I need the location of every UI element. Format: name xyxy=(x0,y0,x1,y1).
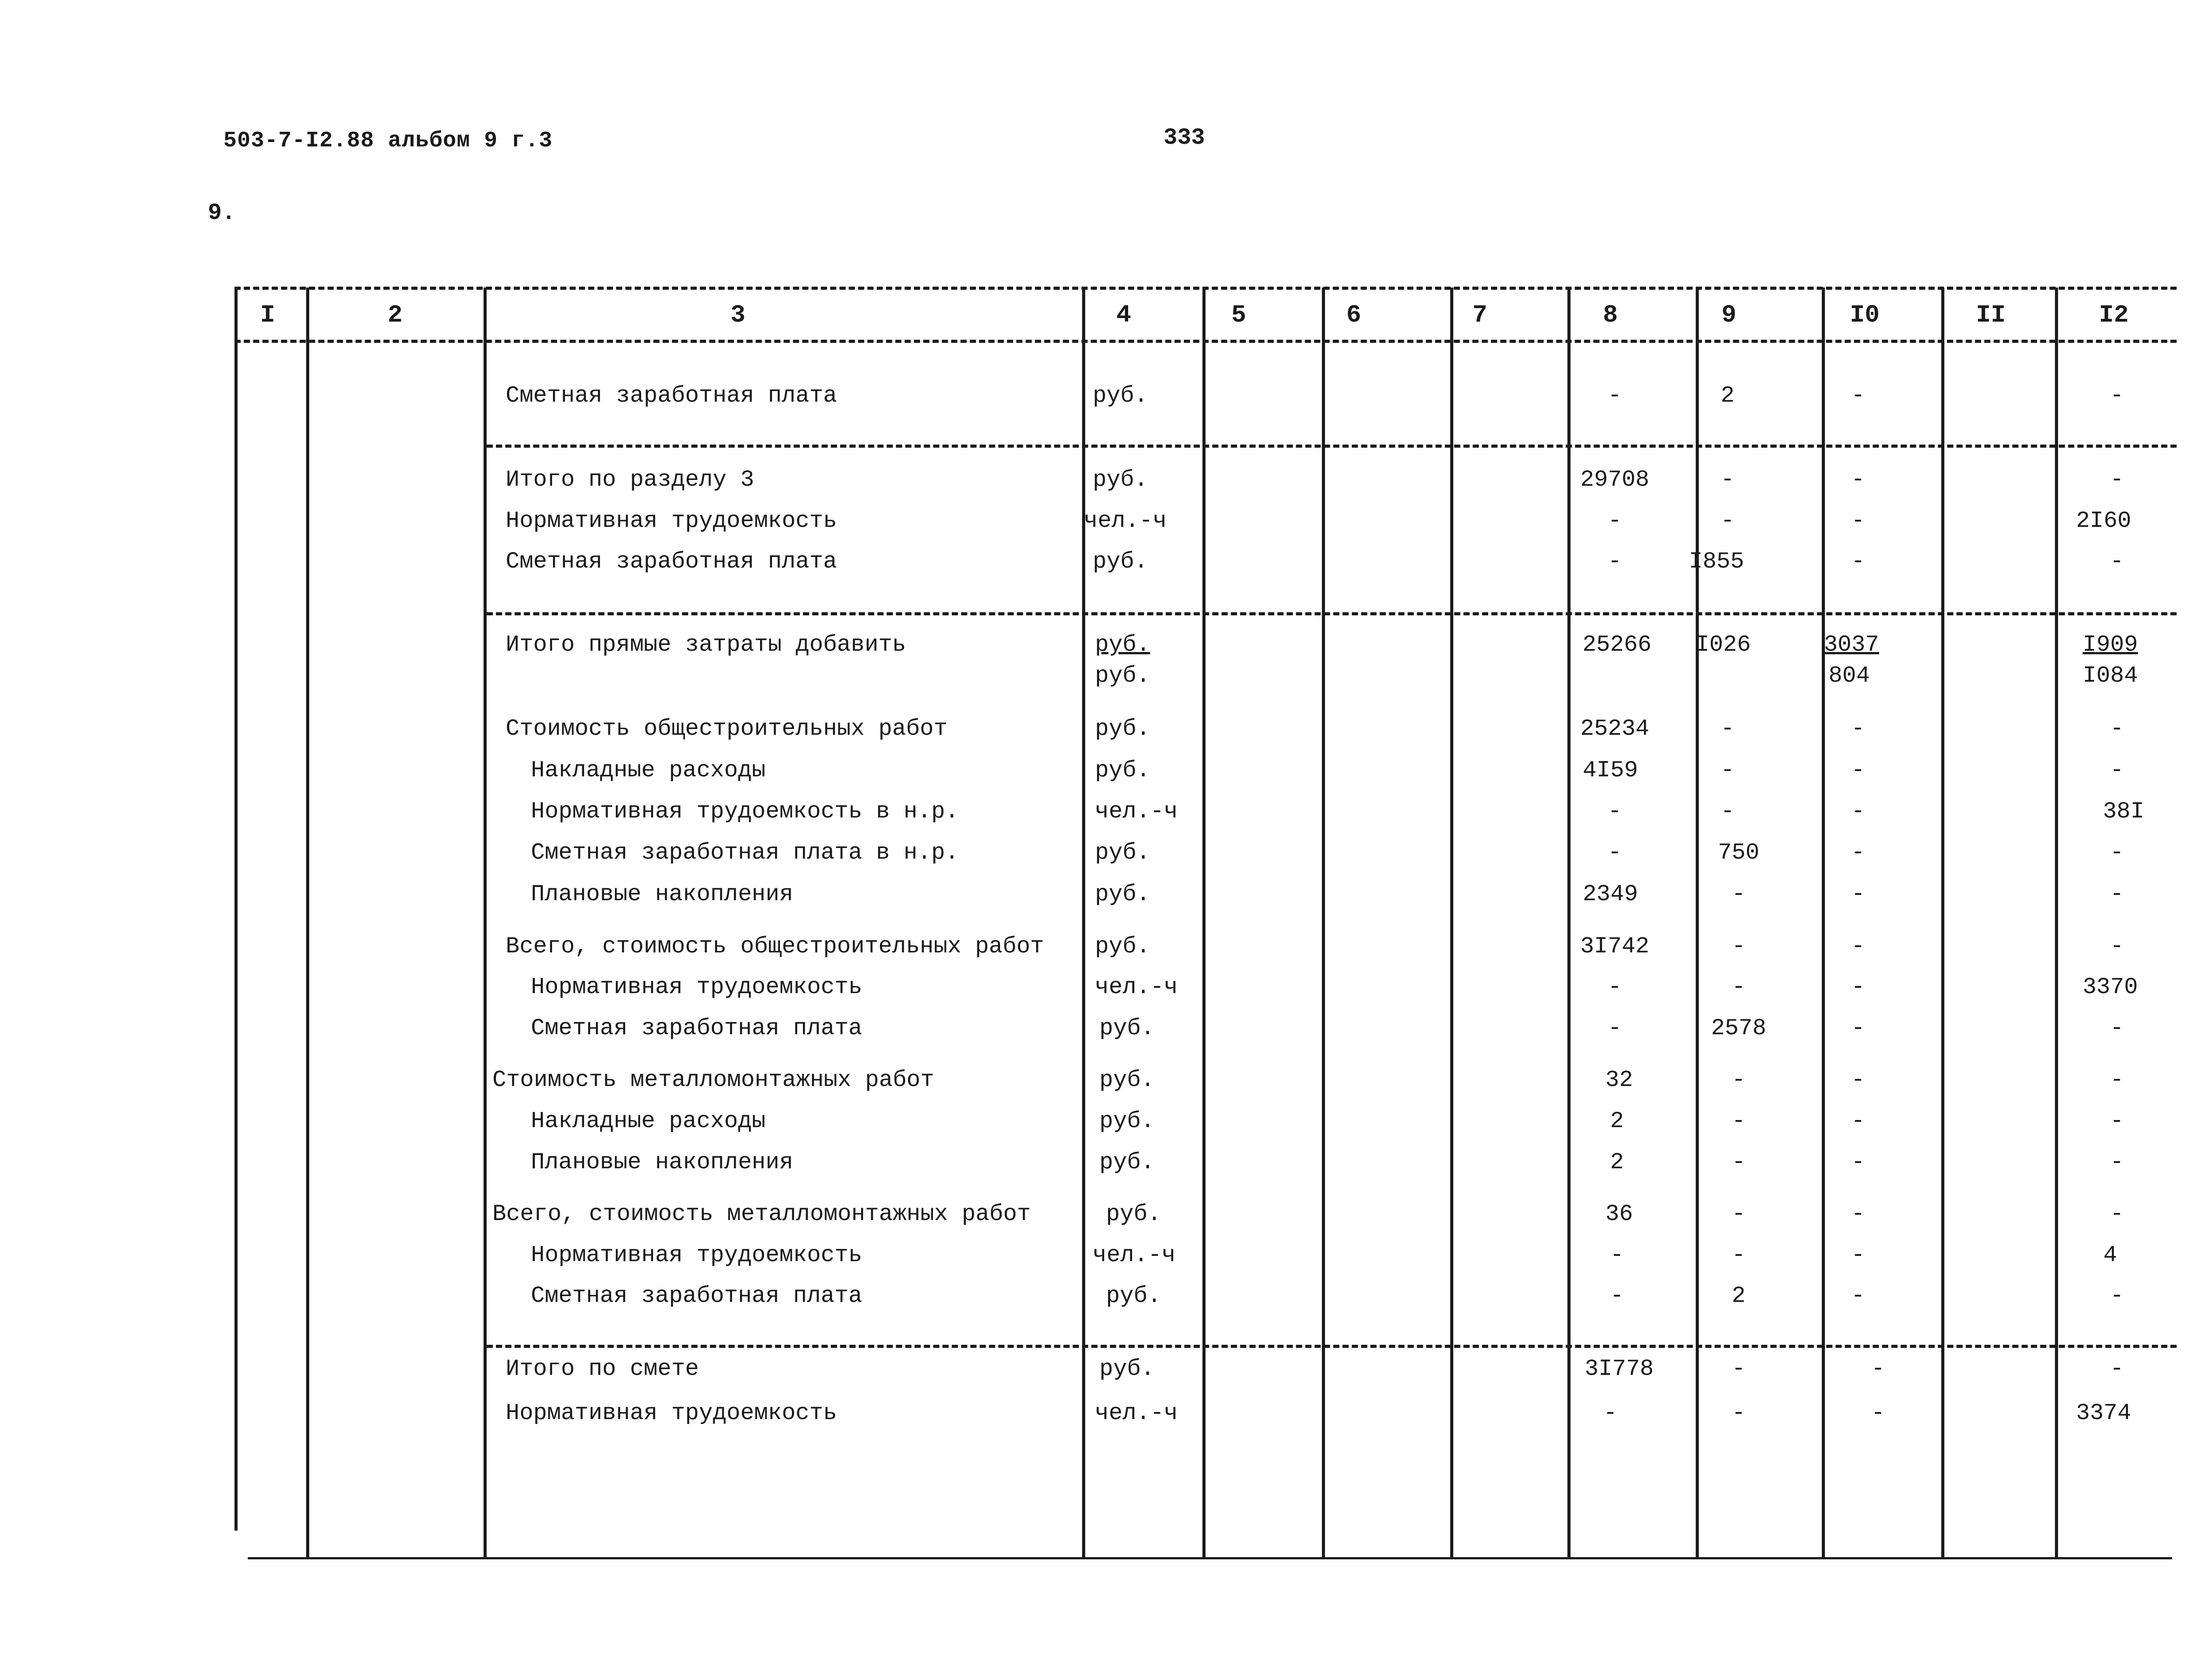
row-unit: руб. xyxy=(1095,716,1150,742)
row-unit: чел.-ч xyxy=(1084,508,1167,534)
cell-col12: 3370 xyxy=(2082,974,2138,1000)
cell-col9: - xyxy=(1732,1108,1746,1134)
cell-col9: 2 xyxy=(1732,1283,1746,1309)
cell-col8: - xyxy=(1610,1283,1624,1309)
table-row-continuation xyxy=(0,663,2212,689)
row-unit: чел.-ч xyxy=(1095,974,1178,1000)
cell-col10: - xyxy=(1851,1108,1865,1134)
table-top-border xyxy=(234,287,2177,290)
cell-col8: 25234 xyxy=(1580,716,1650,742)
table-row xyxy=(0,467,2212,493)
cell-col8: 2349 xyxy=(1582,881,1638,907)
row-label: Сметная заработная плата xyxy=(506,383,837,409)
table-row xyxy=(0,757,2212,784)
row-unit: чел.-ч xyxy=(1095,798,1178,825)
row-unit: руб. xyxy=(1095,840,1150,866)
row-unit: руб. xyxy=(1093,383,1148,409)
table-row xyxy=(0,881,2212,908)
table-row xyxy=(0,716,2212,742)
row-unit: руб. xyxy=(1093,467,1148,493)
cell-col8: 2 xyxy=(1610,1108,1624,1134)
row-unit: руб. xyxy=(1095,663,1150,689)
cell-col9: - xyxy=(1732,1067,1746,1093)
cell-col9: - xyxy=(1720,757,1735,783)
cell-col12: - xyxy=(2110,1108,2124,1134)
cell-col12: I084 xyxy=(2082,663,2138,689)
cell-col12: - xyxy=(2110,1067,2124,1093)
table-row xyxy=(0,1149,2212,1176)
cell-col10: - xyxy=(1851,467,1865,493)
cell-col8: - xyxy=(1610,1242,1624,1268)
cell-col9: - xyxy=(1732,1201,1746,1227)
cell-col10: - xyxy=(1851,840,1865,866)
row-unit: чел.-ч xyxy=(1095,1400,1178,1426)
cell-col9: - xyxy=(1732,933,1746,959)
cell-col8: - xyxy=(1608,840,1622,866)
row-unit: руб. xyxy=(1099,1108,1155,1134)
cell-col8: - xyxy=(1608,798,1622,825)
row-unit: руб. xyxy=(1093,549,1148,575)
cell-col12: - xyxy=(2110,1201,2124,1227)
row-label: Итого по смете xyxy=(506,1356,699,1382)
column-header: II xyxy=(1976,301,2006,329)
cell-col10: - xyxy=(1871,1400,1885,1426)
table-row xyxy=(0,549,2212,575)
row-unit: чел.-ч xyxy=(1093,1242,1176,1268)
cell-col10: - xyxy=(1851,1242,1865,1268)
cell-col12: 2I60 xyxy=(2076,508,2131,534)
page-number: 333 xyxy=(1164,125,1205,151)
cell-col12: - xyxy=(2110,383,2124,409)
cell-col10: 3037 xyxy=(1824,632,1879,658)
cell-col12: I909 xyxy=(2082,632,2138,658)
column-header: 5 xyxy=(1231,301,1246,329)
row-label: Нормативная трудоемкость xyxy=(531,974,862,1000)
cell-col12: 3374 xyxy=(2076,1400,2131,1426)
cell-col8: - xyxy=(1608,1015,1622,1041)
cell-col12: - xyxy=(2110,1356,2124,1382)
row-label: Накладные расходы xyxy=(531,757,766,783)
row-label: Всего, стоимость металломонтажных работ xyxy=(492,1201,1031,1227)
row-label: Итого по разделу 3 xyxy=(506,467,754,493)
row-unit: руб. xyxy=(1099,1067,1155,1093)
table-row xyxy=(0,1242,2212,1269)
table-row xyxy=(0,1201,2212,1228)
column-header: 9 xyxy=(1721,301,1736,329)
row-unit: руб. xyxy=(1106,1201,1161,1227)
table-row xyxy=(0,1400,2212,1427)
cell-col9: - xyxy=(1732,974,1746,1000)
cell-col12: - xyxy=(2110,549,2124,575)
cell-col10: - xyxy=(1851,383,1865,409)
cell-col9: - xyxy=(1732,1356,1746,1382)
table-row xyxy=(0,1356,2212,1382)
cell-col12: 4 xyxy=(2103,1242,2117,1268)
row-label: Плановые накопления xyxy=(531,881,793,907)
row-label: Плановые накопления xyxy=(531,1149,793,1175)
cell-col10: - xyxy=(1851,549,1865,575)
column-header: 3 xyxy=(730,301,745,329)
row-unit: руб. xyxy=(1095,632,1150,658)
row-unit: руб. xyxy=(1095,757,1150,783)
header-bottom-border xyxy=(234,340,2177,343)
table-row xyxy=(0,974,2212,1001)
cell-col9: 2578 xyxy=(1711,1015,1767,1041)
section-number: 9. xyxy=(208,200,236,226)
cell-col12: - xyxy=(2110,840,2124,866)
table-row xyxy=(0,1283,2212,1309)
cell-col8: 4I59 xyxy=(1582,757,1638,783)
cell-col12: - xyxy=(2110,881,2124,907)
table-row xyxy=(0,933,2212,960)
row-label: Нормативная трудоемкость xyxy=(531,1242,862,1268)
cell-col9: 2 xyxy=(1720,383,1735,409)
cell-col8: 32 xyxy=(1605,1067,1633,1093)
cell-col8: - xyxy=(1608,549,1622,575)
table-bottom-border xyxy=(248,1557,2172,1559)
table-row xyxy=(0,1015,2212,1042)
row-label: Нормативная трудоемкость xyxy=(506,508,837,534)
row-unit: руб. xyxy=(1095,881,1150,907)
cell-col10: - xyxy=(1851,1067,1865,1093)
table-row xyxy=(0,632,2212,658)
cell-col8: - xyxy=(1608,383,1622,409)
cell-col10: - xyxy=(1851,881,1865,907)
cell-col10: - xyxy=(1871,1356,1885,1382)
cell-col10: - xyxy=(1851,508,1865,534)
cell-col12: - xyxy=(2110,467,2124,493)
row-unit: руб. xyxy=(1099,1015,1155,1041)
table-row xyxy=(0,383,2212,409)
column-header: 7 xyxy=(1472,301,1487,329)
cell-col9: - xyxy=(1732,881,1746,907)
column-header: 8 xyxy=(1603,301,1618,329)
cell-col12: 38I xyxy=(2103,798,2144,825)
cell-col10: - xyxy=(1851,716,1865,742)
column-header: 6 xyxy=(1346,301,1361,329)
table-row xyxy=(0,508,2212,534)
section-divider xyxy=(487,445,2177,448)
cell-col9: - xyxy=(1732,1149,1746,1175)
row-label: Сметная заработная плата в н.р. xyxy=(531,840,959,866)
cell-col9: - xyxy=(1720,508,1735,534)
row-label: Сметная заработная плата xyxy=(531,1283,862,1309)
section-divider xyxy=(487,1345,2177,1348)
cell-col12: - xyxy=(2110,716,2124,742)
row-label: Нормативная трудоемкость в н.р. xyxy=(531,798,959,825)
cell-col8: 25266 xyxy=(1582,632,1652,658)
row-label: Стоимость металломонтажных работ xyxy=(492,1067,934,1093)
row-label: Итого прямые затраты добавить xyxy=(506,632,906,658)
document-id: 503-7-I2.88 альбом 9 г.3 xyxy=(223,128,553,154)
cell-col8: - xyxy=(1608,974,1622,1000)
cell-col8: - xyxy=(1603,1400,1617,1426)
cell-col10: - xyxy=(1851,933,1865,959)
table-row xyxy=(0,1108,2212,1135)
cell-col8: 3I742 xyxy=(1580,933,1650,959)
section-divider xyxy=(487,612,2177,615)
cell-col9: I855 xyxy=(1689,549,1744,575)
column-header: 4 xyxy=(1116,301,1131,329)
cell-col8: 3I778 xyxy=(1584,1356,1654,1382)
cell-col12: - xyxy=(2110,933,2124,959)
cell-col8: 29708 xyxy=(1580,467,1650,493)
column-header: I0 xyxy=(1850,301,1880,329)
table-row xyxy=(0,1067,2212,1094)
cell-col12: - xyxy=(2110,757,2124,783)
row-unit: руб. xyxy=(1106,1283,1161,1309)
cell-col8: - xyxy=(1608,508,1622,534)
cell-col12: - xyxy=(2110,1015,2124,1041)
cell-col10: 804 xyxy=(1828,663,1870,689)
row-unit: руб. xyxy=(1099,1149,1155,1175)
cell-col9: - xyxy=(1720,467,1735,493)
row-label: Сметная заработная плата xyxy=(531,1015,862,1041)
cell-col10: - xyxy=(1851,1201,1865,1227)
row-label: Стоимость общестроительных работ xyxy=(506,716,948,742)
cell-col9: - xyxy=(1720,798,1735,825)
column-header: I2 xyxy=(2099,301,2129,329)
cell-col8: 2 xyxy=(1610,1149,1624,1175)
cell-col9: 750 xyxy=(1718,840,1759,866)
row-label: Накладные расходы xyxy=(531,1108,766,1134)
column-header: I xyxy=(260,301,275,329)
cell-col9: - xyxy=(1732,1400,1746,1426)
row-label: Всего, стоимость общестроительных работ xyxy=(506,933,1044,959)
table-row xyxy=(0,798,2212,825)
cell-col12: - xyxy=(2110,1283,2124,1309)
cell-col10: - xyxy=(1851,1015,1865,1041)
cell-col9: - xyxy=(1732,1242,1746,1268)
row-label: Нормативная трудоемкость xyxy=(506,1400,837,1426)
cell-col12: - xyxy=(2110,1149,2124,1175)
table-row xyxy=(0,840,2212,866)
cell-col10: - xyxy=(1851,1283,1865,1309)
cell-col10: - xyxy=(1851,757,1865,783)
row-unit: руб. xyxy=(1095,933,1150,959)
cell-col9: - xyxy=(1720,716,1735,742)
cell-col10: - xyxy=(1851,798,1865,825)
cell-col8: 36 xyxy=(1605,1201,1633,1227)
row-unit: руб. xyxy=(1099,1356,1155,1382)
column-header: 2 xyxy=(388,301,403,329)
cell-col10: - xyxy=(1851,974,1865,1000)
cell-col10: - xyxy=(1851,1149,1865,1175)
cell-col9: I026 xyxy=(1695,632,1751,658)
row-label: Сметная заработная плата xyxy=(506,549,837,575)
